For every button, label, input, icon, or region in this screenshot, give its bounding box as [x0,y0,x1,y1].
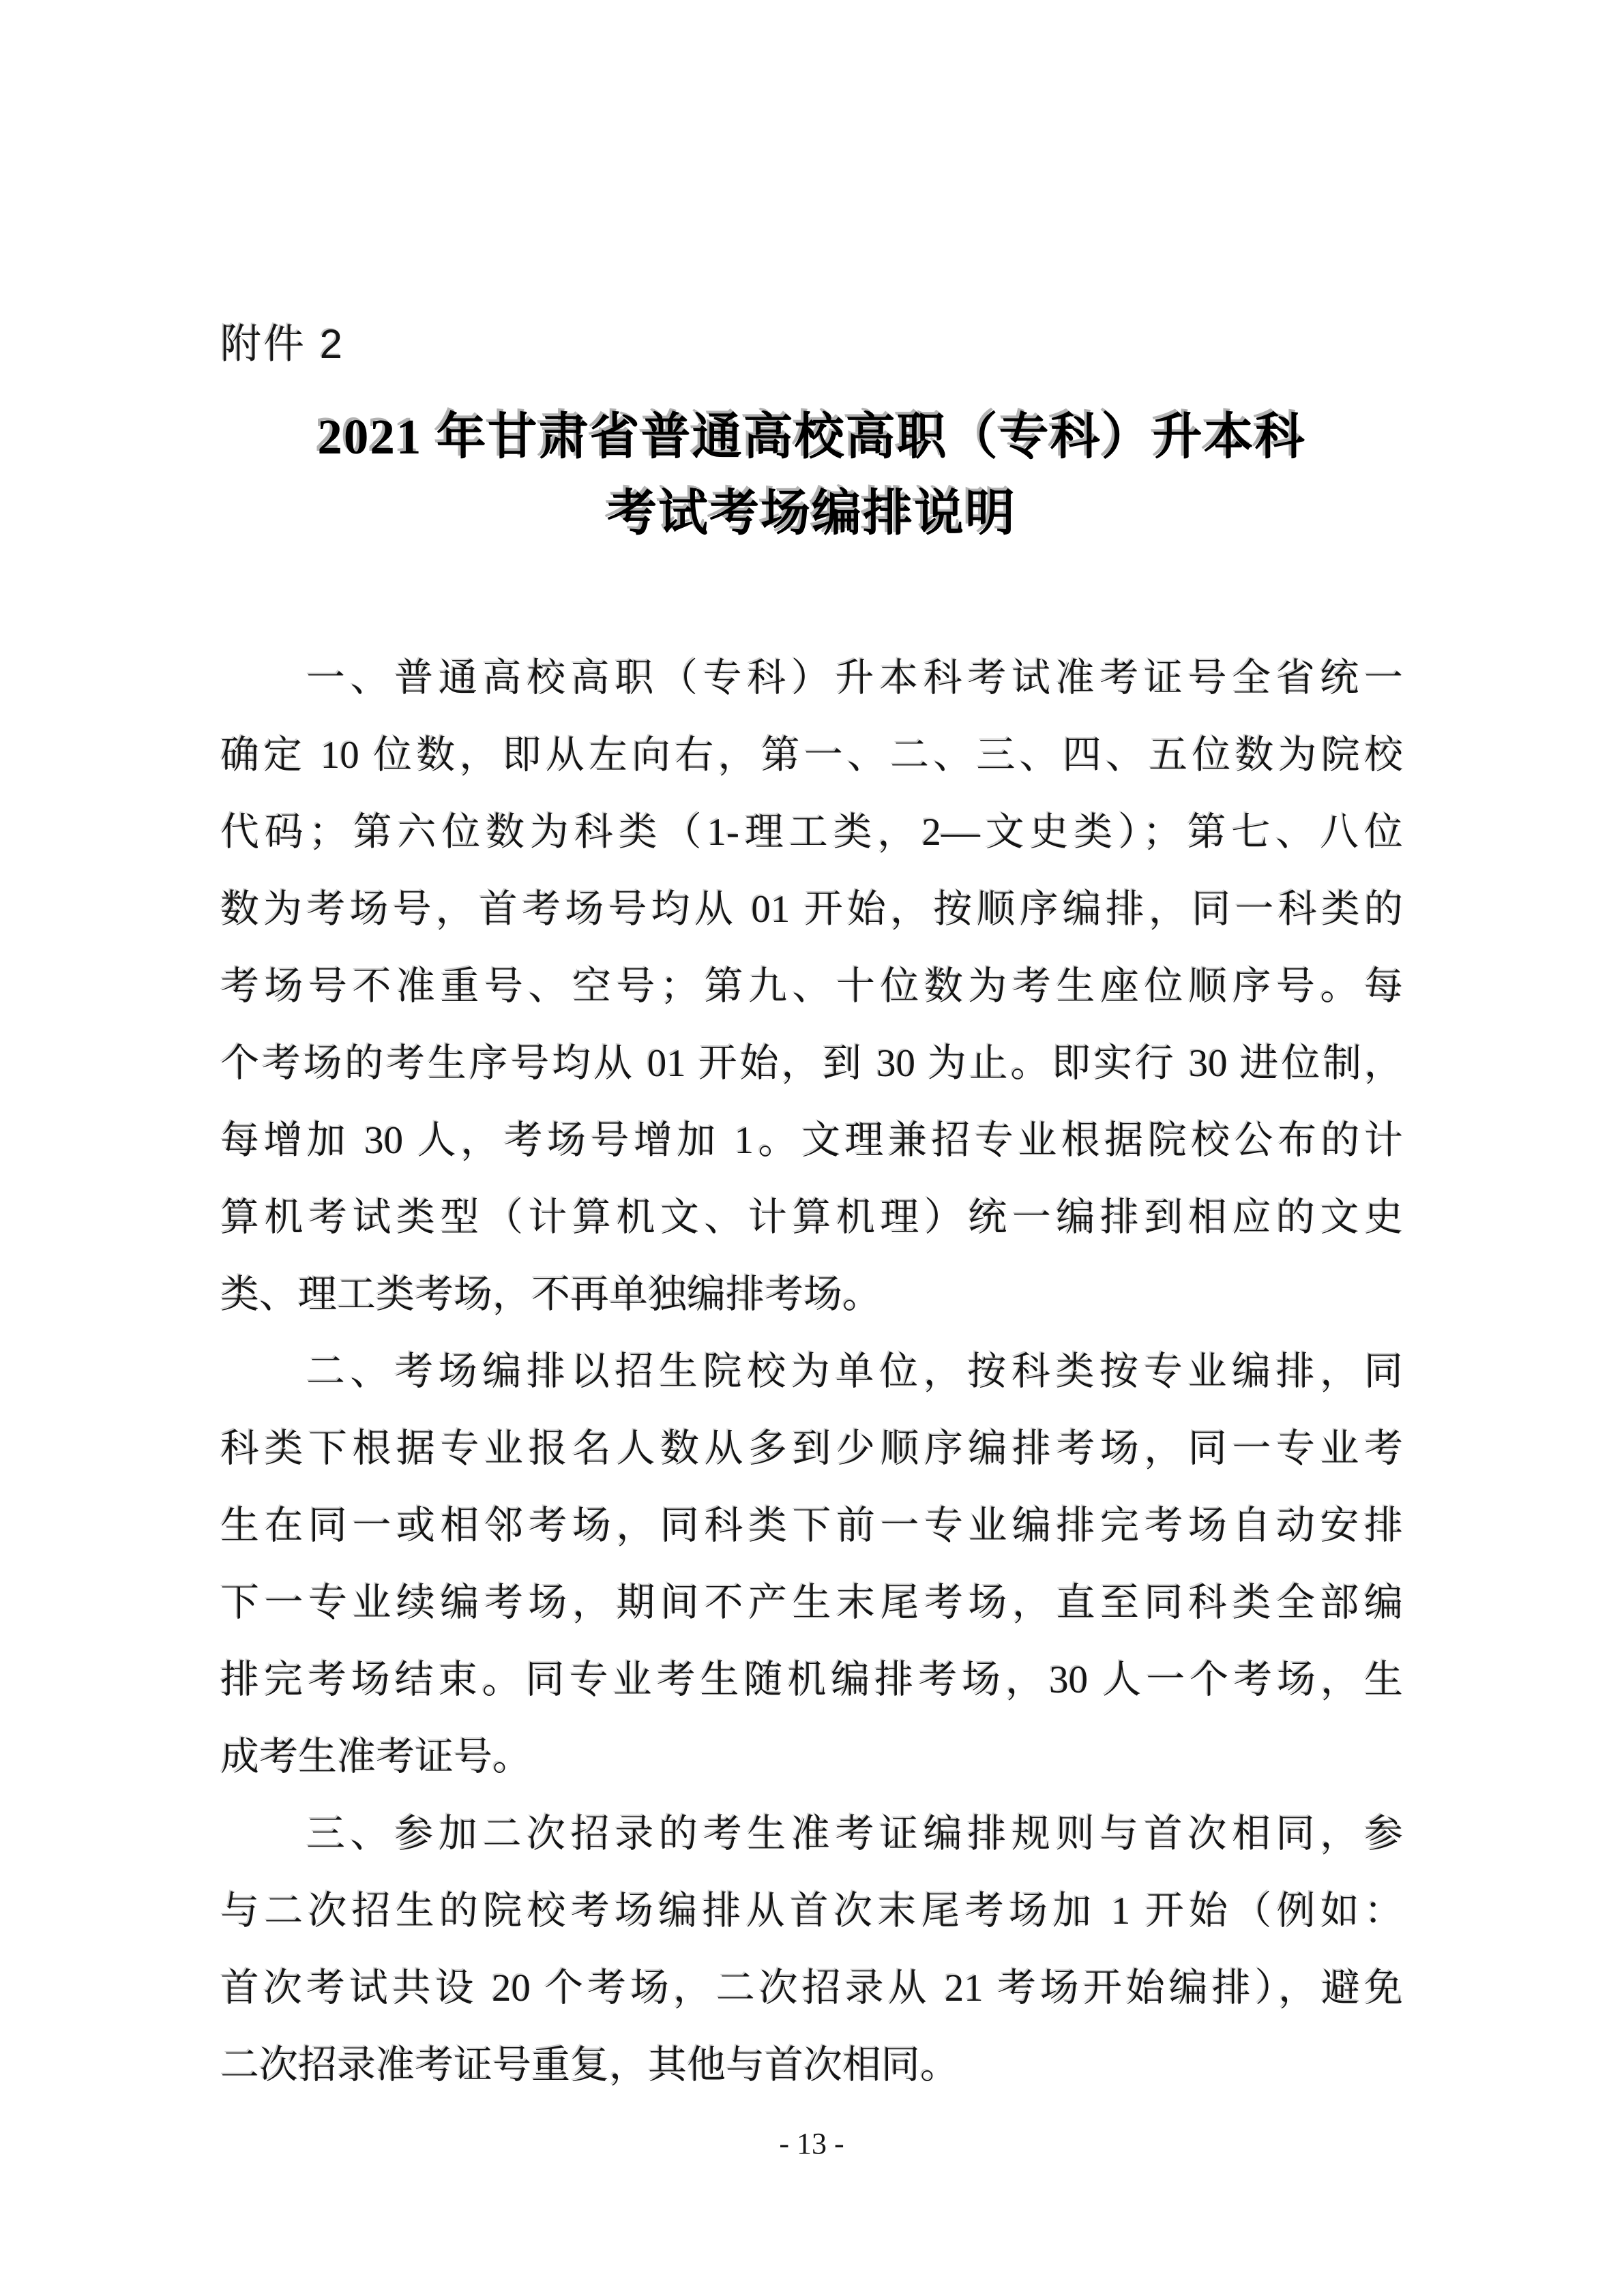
body-line: 类、理工类考场，不再单独编排考场。 [220,1273,881,1316]
document-title [220,399,1403,552]
body-text [220,640,1403,2104]
body-line: 三、参加二次招录的考生准考证编排规则与首次相同，参 [306,1813,1403,1855]
body-line: 确定 10 位数，即从左向右，第一、二、三、四、五位数为院校 [220,734,1403,777]
body-line: 考场号不准重号、空号；第九、十位数为考生座位顺序号。每 [220,965,1403,1008]
attachment-label: 附件 2 [220,321,345,367]
body-line: 二、考场编排以招生院校为单位，按科类按专业编排，同 [306,1350,1403,1393]
body-line: 首次考试共设 20 个考场，二次招录从 21 考场开始编排），避免 [220,1967,1403,2010]
body-line: 代码；第六位数为科类（1-理工类，2—文史类）；第七、八位 [220,811,1403,854]
title-line-1: 2021 年甘肃省普通高校高职（专科）升本科 [317,409,1306,464]
body-line: 二次招录准考证号重复，其他与首次相同。 [220,2044,959,2087]
body-line: 与二次招生的院校考场编排从首次末尾考场加 1 开始（例如： [220,1890,1403,1933]
body-line: 成考生准考证号。 [220,1735,531,1778]
body-line: 一、普通高校高职（专科）升本科考试准考证号全省统一 [306,657,1403,700]
body-line: 科类下根据专业报名人数从多到少顺序编排考场，同一专业考 [220,1427,1403,1470]
body-line: 下一专业续编考场，期间不产生末尾考场，直至同科类全部编 [220,1581,1403,1624]
body-line: 排完考场结束。同专业考生随机编排考场，30 人一个考场，生 [220,1658,1403,1701]
title-line-2: 考试考场编排说明 [607,486,1016,541]
body-line: 算机考试类型（计算机文、计算机理）统一编排到相应的文史 [220,1196,1403,1239]
body-line: 每增加 30 人，考场号增加 1。文理兼招专业根据院校公布的计 [220,1119,1403,1162]
body-line: 数为考场号，首考场号均从 01 开始，按顺序编排，同一科类的 [220,888,1403,931]
page-number: - 13 - [779,2127,844,2160]
body-line: 个考场的考生序号均从 01 开始，到 30 为止。即实行 30 进位制， [220,1042,1403,1085]
body-line: 生在同一或相邻考场，同科类下前一专业编排完考场自动安排 [220,1504,1403,1547]
